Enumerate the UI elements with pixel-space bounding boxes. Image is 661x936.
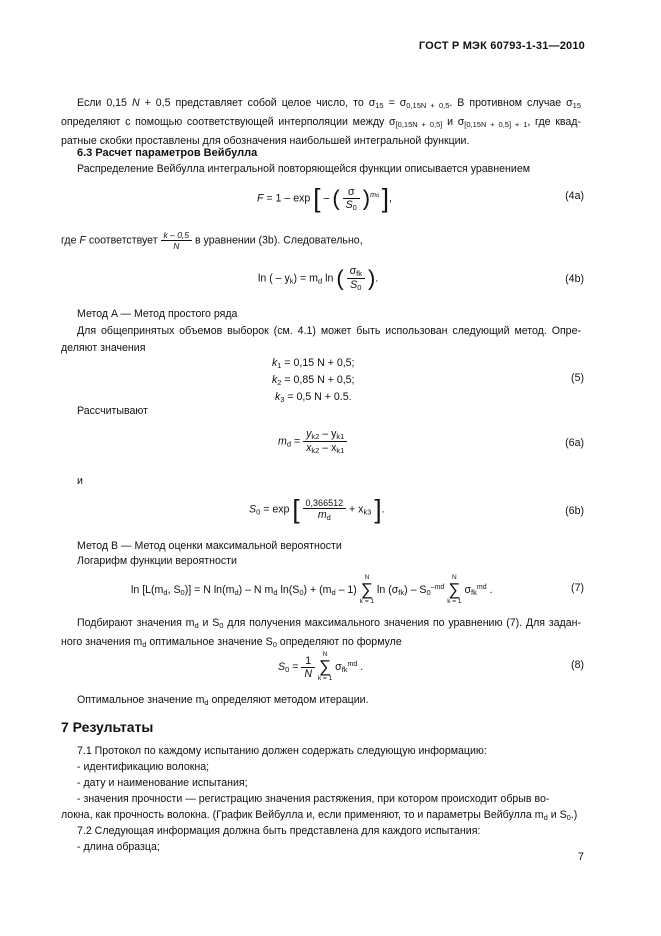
optimal-md-line: Оптимальное значение $m_d$ определяют методом итерации. <box>77 694 369 707</box>
section-7-heading: 7 Результаты <box>61 719 154 735</box>
results-list-item: - идентификацию волокна; <box>77 761 210 773</box>
calculate-label: Рассчитывают <box>77 405 148 417</box>
fit-paragraph: Подбирают значения $m_d$ и $S_0$ для получения максимального значения по уравнению (7). Для задан- ного значения $m_d$ оптимальное значение $S_0$ определяют по формуле <box>61 617 581 649</box>
equation-6a: $m_d$ = $\frac{y_{k2} - y_{k1}}{x_{k2} - x_{k1}}$ <box>278 428 347 455</box>
equation-5-number: (5) <box>571 372 584 384</box>
equation-6b-number: (6b) <box>565 505 584 517</box>
equation-6a-number: (6a) <box>565 437 584 449</box>
section-6-3-heading: 6.3 Расчет параметров Вейбулла <box>77 147 258 159</box>
method-a-text: Для общепринятых объемов выборок (см. 4.1) может быть использован следующий метод. Опре- деляют значения <box>61 325 581 354</box>
equation-6b: $S_0 = \exp$ [ $\frac{0,366512}{m_d}$ + $x_{k3}$ ]. <box>249 494 385 524</box>
equation-5: $k_1 = 0,15$ N + 0,5; $k_2 = 0,85$ N + 0,5; $k_3 = 0,5$ N + 0.5. <box>272 357 355 404</box>
weibull-intro: Распределение Вейбулла интегральной повторяющейся функции описывается уравнением <box>77 163 530 175</box>
method-b-title: Метод B — Метод оценки максимальной вероятности <box>77 540 342 552</box>
sigma15-paragraph: Если 0,15 N + 0,5 представляет собой целое число, то $\sigma_{15} = \sigma_{0,15N + 0,5}$. В противном случае $\sigma_{15}$ определяют с помощью соответствующей интерполяции между $\sigma_{[0,15N + 0,5]}$ и $\sigma_{[0,15N + 0,5] + 1}$, где квад- ратные скобки проставлены для обозначения наибольшей интегральной функции. <box>61 97 582 147</box>
equation-7-number: (7) <box>571 582 584 594</box>
results-item-7-2: 7.2 Следующая информация должна быть представлена для каждого испытания: <box>77 825 481 837</box>
results-item-7-1: 7.1 Протокол по каждому испытанию должен содержать следующую информацию: <box>77 745 487 757</box>
results-list-item: - дату и наименование испытания; <box>77 777 248 789</box>
equation-7: $\ln [L(m_d$, $S_0)] = N$ $\ln(m_d)$ – N $m_d$ $\ln(S_0) + (m_d - 1)$ N ∑ k = 1 $\ln (\sigma_{fk}) - S_0^{-md}$ N ∑ k = 1 $\sigma_{fk}^{md}$ . <box>131 574 493 605</box>
results-list-item-cont: локна, как прочность волокна. (График Вейбулла и, если применяют, то и параметры Вейбулла $m_d$ и $S_0$.) <box>61 809 578 822</box>
page-number: 7 <box>577 851 584 863</box>
where-f-line: где F соответствует $\frac{k - 0,5}{N}$ в уравнении (3b). Следовательно, <box>61 230 363 251</box>
results-list-item: - значения прочности — регистрацию значения растяжения, при котором происходит обрыв во- <box>77 793 550 805</box>
equation-8: $S_0$ = $\frac{1}{N}$ N ∑ k = 1 $\sigma_{fk}^{md}$ . <box>278 651 364 682</box>
equation-4b-number: (4b) <box>565 273 584 285</box>
equation-4b: ln ( – $y_k) = m_d$ ln ( $\frac{\sigma_{fk}}{S_0}$ ). <box>258 265 379 292</box>
equation-8-number: (8) <box>571 659 584 671</box>
results-list-item: - длина образца; <box>77 841 160 853</box>
and-label: и <box>77 475 83 487</box>
method-a-title: Метод A — Метод простого ряда <box>77 308 238 320</box>
log-likelihood-label: Логарифм функции вероятности <box>77 555 237 567</box>
equation-4a-number: (4a) <box>565 190 584 202</box>
document-code: ГОСТ Р МЭК 60793-1-31—2010 <box>418 40 585 52</box>
equation-4a: F = 1 – exp [ – ( $\frac{\sigma}{S_0}$ )$^{md}$ ], <box>257 183 392 213</box>
